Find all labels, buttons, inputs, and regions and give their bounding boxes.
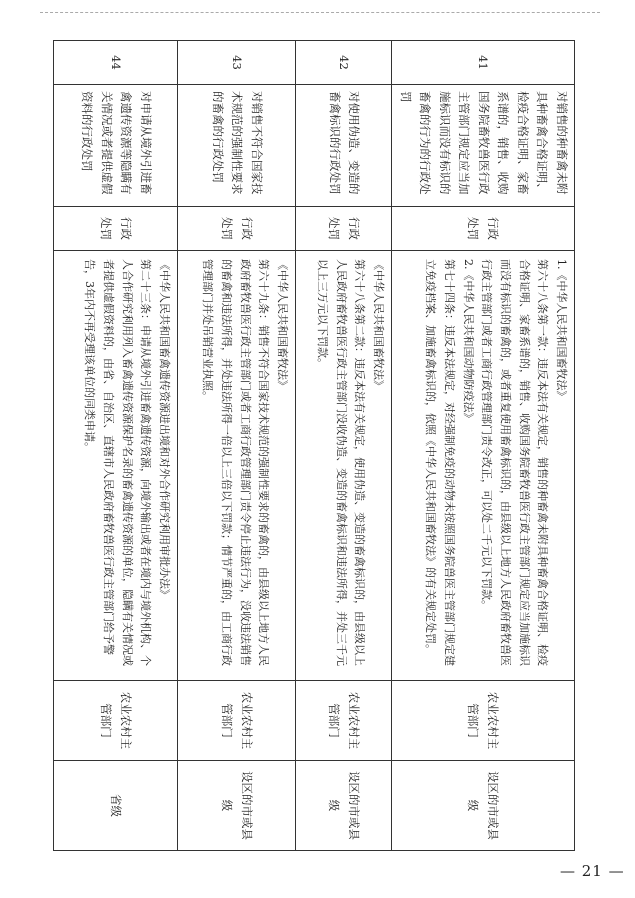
scan-border-line <box>40 12 600 13</box>
table-row <box>54 41 178 851</box>
legal-basis <box>54 251 178 681</box>
administrative-level: 设区的市或县级 <box>178 761 296 851</box>
legal-basis <box>178 251 296 681</box>
administrative-level: 设区的市或县级 <box>296 761 392 851</box>
basis-line: 2.《中华人民共和国动物防疫法》 <box>461 259 475 424</box>
basis-line: 《中华人民共和国畜禽遗传资源进出境和对外合作研究利用审批办法》 <box>158 259 172 600</box>
table-row <box>392 41 575 851</box>
implementing-department: 农业农村主管部门 <box>392 681 575 761</box>
basis-line: 第七十四条：违反本法规定，对经强制免疫的动物未按照国务院兽医主管部门规定建立免疫档案、加施畜禽标识的，依照《中华人民共和国畜牧法》的有关规定处罚。 <box>424 259 456 666</box>
power-category: 行政处罚 <box>178 207 296 251</box>
power-list-table <box>53 40 575 851</box>
power-category: 行政处罚 <box>392 207 575 251</box>
page-number: — 21 — <box>560 862 625 880</box>
basis-line: 《中华人民共和国畜牧法》 <box>372 259 386 391</box>
basis-line: 1.《中华人民共和国畜牧法》 <box>555 259 568 402</box>
implementing-department: 农业农村主管部门 <box>178 681 296 761</box>
legal-basis <box>392 251 575 681</box>
administrative-level: 省级 <box>54 761 178 851</box>
power-category: 行政处罚 <box>296 207 392 251</box>
table-row <box>178 41 296 851</box>
row-number: 43 <box>178 41 296 85</box>
basis-line: 第六十八条第一款：违反本法有关规定，销售的种畜禽未附具种畜禽合格证明、检疫合格证明、家畜系谱的，销售、收购国务院畜牧兽医行政主管部门规定应当加施标识而没有标识的畜禽的，或者重复使用畜禽标识的，由县级以上地方人民政府畜牧兽医行政主管部门或者工商行政管理部门责令改正，可以处二千元以下罚款。 <box>480 259 550 666</box>
row-number: 42 <box>296 41 392 85</box>
power-category: 行政处罚 <box>54 207 178 251</box>
basis-line: 第六十九条：销售不符合国家技术规范的强制性要求的畜禽的，由县级以上地方人民政府畜牧兽医行政主管部门或者工商行政管理部门责令停止违法行为，没收违法销售的畜禽和违法所得，并处违法所得一倍以上三倍以下罚款；情节严重的，由工商行政管理部门并处吊销营业执照。 <box>201 259 271 666</box>
matter-name: 对申请从境外引进畜禽遗传资源等隐瞒有关情况或者提供虚假资料的行政处罚 <box>54 85 178 207</box>
basis-line: 第六十八条第二款：违反本法有关规定，使用伪造、变造的畜禽标识的，由县级以上人民政府畜牧兽医行政主管部门没收伪造、变造的畜禽标识和违法所得，并处三千元以上三万元以下罚款。 <box>316 259 367 666</box>
rotated-table-wrapper <box>80 40 575 850</box>
implementing-department: 农业农村主管部门 <box>296 681 392 761</box>
matter-name: 对销售的种畜禽未附具种畜禽合格证明、检疫合格证明、家畜系谱的，销售、收购国务院畜牧兽医行政主管部门规定应当加施标识而没有标识的畜禽的行为的行政处罚 <box>392 85 575 207</box>
row-number: 41 <box>392 41 575 85</box>
matter-name: 对使用伪造、变造的畜禽标识的行政处罚 <box>296 85 392 207</box>
legal-basis <box>296 251 392 681</box>
row-number: 44 <box>54 41 178 85</box>
basis-line: 《中华人民共和国畜牧法》 <box>276 259 290 391</box>
table-row <box>296 41 392 851</box>
matter-name: 对销售不符合国家技术规范的强制性要求的畜禽的行政处罚 <box>178 85 296 207</box>
implementing-department: 农业农村主管部门 <box>54 681 178 761</box>
basis-line: 第二十三条：申请从境外引进畜禽遗传资源，向境外输出或者在境内与境外机构、个人合作研究利用列入畜禽遗传资源保护名录的畜禽遗传资源的单位，隐瞒有关情况或者提供虚假资料的，由省、自治区、直辖市人民政府畜牧兽医行政主管部门给予警告，3年内不再受理该单位的同类申请。 <box>83 259 153 666</box>
administrative-level: 设区的市或县级 <box>392 761 575 851</box>
